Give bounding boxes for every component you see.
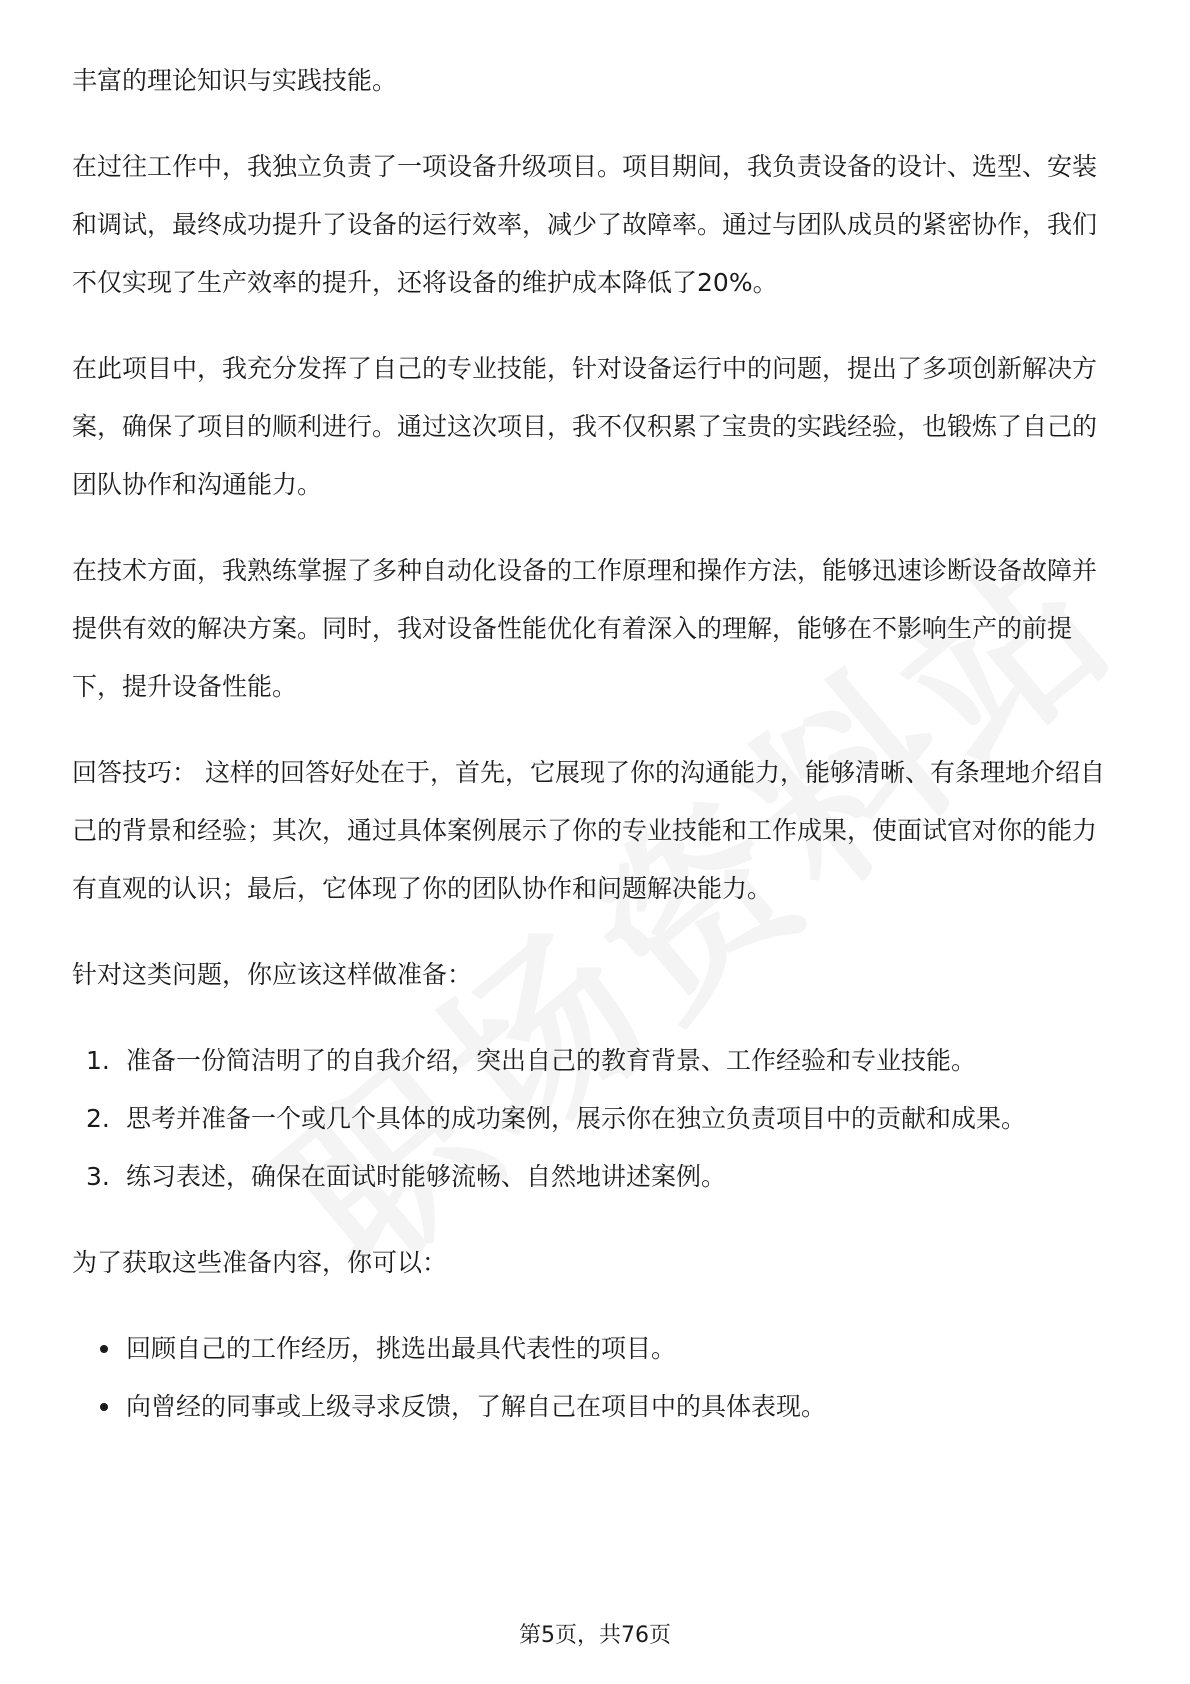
list-item-text: 练习表述，确保在面试时能够流畅、自然地讲述案例。 bbox=[126, 1162, 727, 1191]
list-item bbox=[72, 1090, 1118, 1148]
list-item-text: 回顾自己的工作经历，挑选出最具代表性的项目。 bbox=[126, 1334, 677, 1363]
bullet-icon bbox=[100, 1403, 108, 1411]
list-item-text: 向曾经的同事或上级寻求反馈，了解自己在项目中的具体表现。 bbox=[126, 1392, 827, 1421]
paragraph: 在过往工作中，我独立负责了一项设备升级项目。项目期间，我负责设备的设计、选型、安装和调试，最终成功提升了设备的运行效率，减少了故障率。通过与团队成员的紧密协作，我们不仅实现了生产效率的提升，还将设备的维护成本降低了20%。 bbox=[72, 152, 1098, 297]
list-item-text: 准备一份简洁明了的自我介绍，突出自己的教育背景、工作经验和专业技能。 bbox=[126, 1046, 977, 1075]
list-item bbox=[72, 1378, 1118, 1436]
list-item-text: 思考并准备一个或几个具体的成功案例，展示你在独立负责项目中的贡献和成果。 bbox=[126, 1104, 1027, 1133]
page-footer: 第5页，共76页 bbox=[519, 1623, 671, 1648]
list-item bbox=[72, 1032, 1118, 1090]
paragraph: 在此项目中，我充分发挥了自己的专业技能，针对设备运行中的问题，提出了多项创新解决方案，确保了项目的顺利进行。通过这次项目，我不仅积累了宝贵的实践经验，也锻炼了自己的团队协作和沟通能力。 bbox=[72, 354, 1098, 499]
paragraph: 在技术方面，我熟练掌握了多种自动化设备的工作原理和操作方法，能够迅速诊断设备故障并提供有效的解决方案。同时，我对设备性能优化有着深入的理解，能够在不影响生产的前提下，提升设备性能。 bbox=[72, 556, 1098, 701]
document-body bbox=[72, 52, 1118, 1464]
paragraph: 丰富的理论知识与实践技能。 bbox=[72, 66, 398, 95]
bullet-icon bbox=[100, 1345, 108, 1353]
list-item bbox=[72, 1320, 1118, 1378]
paragraph-how-to-prepare: 为了获取这些准备内容，你可以： bbox=[72, 1248, 448, 1277]
bullet-list bbox=[72, 1320, 1118, 1436]
list-item bbox=[72, 1148, 1118, 1206]
paragraph-preparation-intro: 针对这类问题，你应该这样做准备： bbox=[72, 960, 473, 989]
paragraph-answer-tips: 回答技巧： 这样的回答好处在于，首先，它展现了你的沟通能力，能够清晰、有条理地介绍自己的背景和经验；其次，通过具体案例展示了你的专业技能和工作成果，使面试官对你的能力有直观的认识；最后，它体现了你的团队协作和问题解决能力。 bbox=[72, 758, 1105, 903]
ordered-list bbox=[72, 1032, 1118, 1206]
list-number: 1. bbox=[86, 1046, 110, 1075]
list-number: 2. bbox=[86, 1104, 110, 1133]
list-number: 3. bbox=[86, 1162, 110, 1191]
